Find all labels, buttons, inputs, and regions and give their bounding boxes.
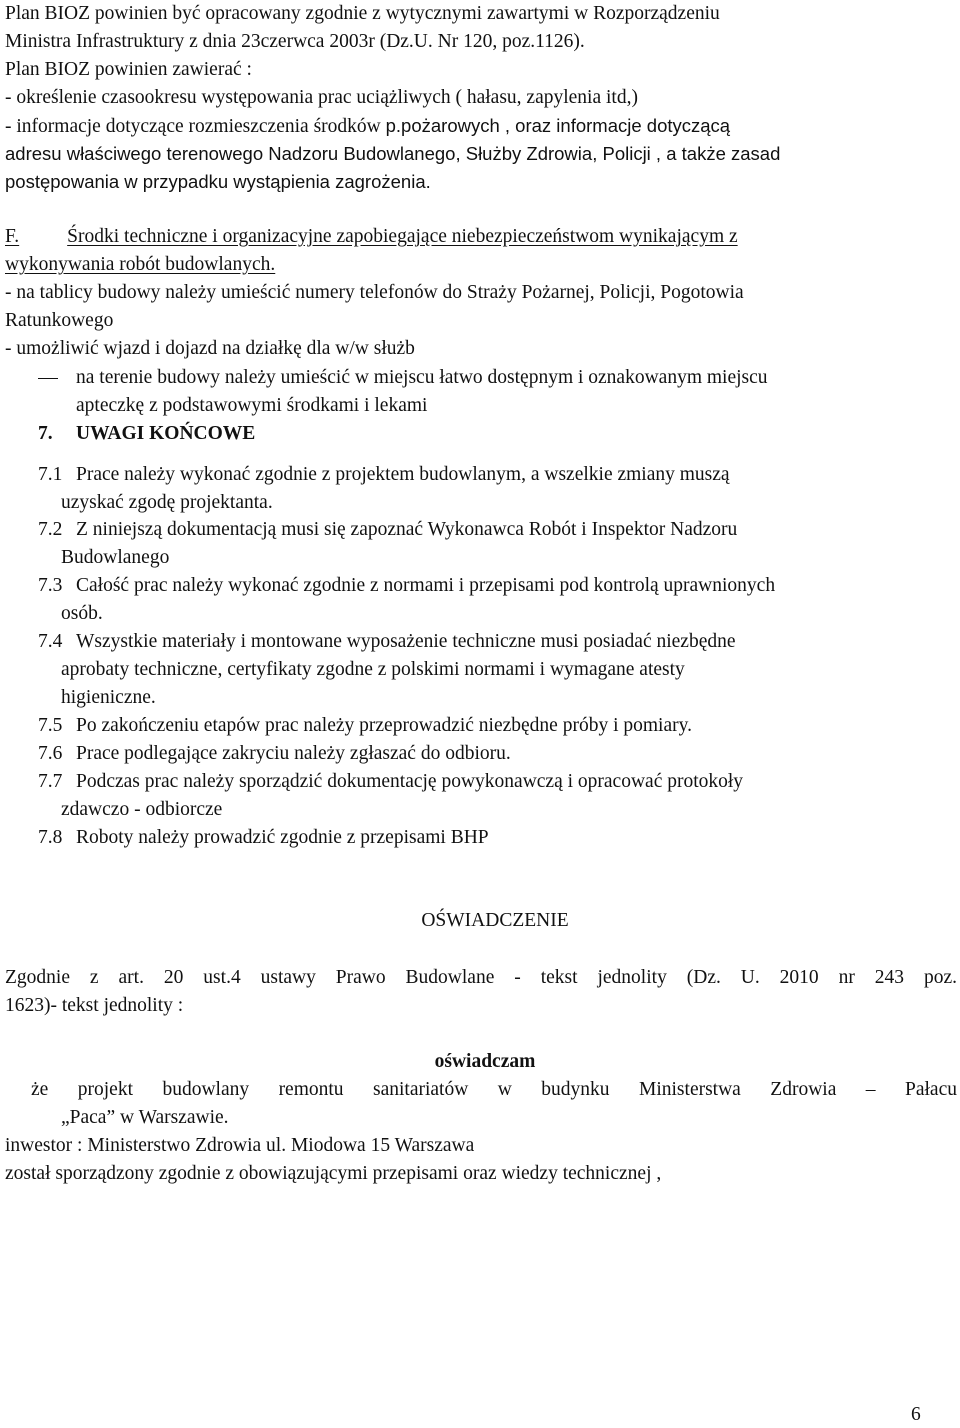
statement-compliance: został sporządzony zgodnie z obowiązującymi przepisami oraz wiedzy technicznej , <box>5 1163 662 1184</box>
section-f-title-line-2: wykonywania robót budowlanych. <box>5 254 276 275</box>
statement-project-line-1: że projekt budowlany remontu sanitariatów w budynku Ministerstwa Zdrowia – Pałacu <box>31 1079 957 1100</box>
item-7-4-line-2: aprobaty techniczne, certyfikaty zgodne z polskimi normami i wymagane atesty <box>61 659 685 680</box>
section-f-letter: F. <box>5 226 20 247</box>
item-7-8: 7.8 Roboty należy prowadzić zgodnie z przepisami BHP <box>38 827 489 848</box>
section-7-number: 7. <box>38 423 53 444</box>
dash-bullet-icon <box>38 378 58 379</box>
section-f-title-line-1: Środki techniczne i organizacyjne zapobiegające niebezpieczeństwom wynikającym z <box>67 226 738 247</box>
item-7-6: 7.6 Prace podlegające zakryciu należy zgłaszać do odbioru. <box>38 743 511 764</box>
section-f-item-first-aid-line-2: apteczkę z podstawowymi środkami i lekami <box>76 395 428 416</box>
section-f-item-first-aid-line-1: na terenie budowy należy umieścić w miejscu łatwo dostępnym i oznakowanym miejscu <box>76 367 768 388</box>
statement-basis-line-2: 1623)- tekst jednolity : <box>5 995 184 1016</box>
item-7-3-number: 7.3 <box>38 575 63 596</box>
bioz-item-fire-means-serif: - informacje dotyczące rozmieszczenia środków <box>5 116 386 137</box>
statement-basis-line-1: Zgodnie z art. 20 ust.4 ustawy Prawo Budowlane - tekst jednolity (Dz. U. 2010 nr 243 poz. <box>5 967 957 988</box>
item-7-4-number: 7.4 <box>38 631 63 652</box>
item-7-5: 7.5 Po zakończeniu etapów prac należy przeprowadzić niezbędne próby i pomiary. <box>38 715 692 736</box>
bioz-item-authorities: adresu właściwego terenowego Nadzoru Budowlanego, Służby Zdrowia, Policji , a także zasad <box>5 143 781 164</box>
item-7-3-line-2: osób. <box>61 603 103 624</box>
item-7-5-number: 7.5 <box>38 715 63 736</box>
statement-investor: inwestor : Ministerstwo Zdrowia ul. Miodowa 15 Warszawa <box>5 1135 475 1156</box>
item-7-1-line-1: 7.1 Prace należy wykonać zgodnie z projektem budowlanym, a wszelkie zmiany muszą <box>38 464 730 485</box>
item-7-6-number: 7.6 <box>38 743 63 764</box>
bioz-item-period: - określenie czasookresu występowania prac uciążliwych ( hałasu, zapylenia itd,) <box>5 87 638 108</box>
statement-title: OŚWIADCZENIE <box>421 910 569 931</box>
statement-project-line-2: „Paca” w Warszawie. <box>61 1107 229 1128</box>
item-7-8-number: 7.8 <box>38 827 63 848</box>
item-7-2-line-2: Budowlanego <box>61 547 170 568</box>
item-7-4-line-1: 7.4 Wszystkie materiały i montowane wyposażenie techniczne musi posiadać niezbędne <box>38 631 736 652</box>
item-7-7-number: 7.7 <box>38 771 63 792</box>
item-7-7-line-1: 7.7 Podczas prac należy sporządzić dokumentację powykonawczą i opracować protokoły <box>38 771 744 792</box>
section-7-heading <box>38 422 255 446</box>
bioz-contents-heading: Plan BIOZ powinien zawierać : <box>5 59 252 80</box>
item-7-2-number: 7.2 <box>38 519 63 540</box>
item-7-4-line-3: higieniczne. <box>61 687 156 708</box>
section-f-item-phones-line-2: Ratunkowego <box>5 310 114 331</box>
section-7-title: UWAGI KOŃCOWE <box>76 423 256 444</box>
bioz-item-fire-means <box>5 114 730 139</box>
bioz-intro-line-2: Ministra Infrastruktury z dnia 23czerwca 2003r (Dz.U. Nr 120, poz.1126). <box>5 31 585 52</box>
bioz-intro-line-1: Plan BIOZ powinien być opracowany zgodnie z wytycznymi zawartymi w Rozporządzeniu <box>5 3 720 24</box>
item-7-3-line-1: 7.3 Całość prac należy wykonać zgodnie z normami i przepisami pod kontrolą uprawnionych <box>38 575 776 596</box>
item-7-2-line-1: 7.2 Z niniejszą dokumentacją musi się zapoznać Wykonawca Robót i Inspektor Nadzoru <box>38 519 738 540</box>
item-7-1-line-2: uzyskać zgodę projektanta. <box>61 492 273 513</box>
statement-declare: oświadczam <box>434 1051 536 1072</box>
section-f-heading <box>5 225 738 249</box>
section-f-item-access: - umożliwić wjazd i dojazd na działkę dla w/w służb <box>5 338 415 359</box>
bioz-item-fire-means-sans: p.pożarowych , oraz informacje dotyczącą <box>385 115 731 136</box>
item-7-1-number: 7.1 <box>38 464 63 485</box>
page-number: 6 <box>911 1404 921 1425</box>
bioz-item-procedures: postępowania w przypadku wystąpienia zagrożenia. <box>5 171 431 192</box>
item-7-7-line-2: zdawczo - odbiorcze <box>61 799 223 820</box>
section-f-item-phones-line-1: - na tablicy budowy należy umieścić numery telefonów do Straży Pożarnej, Policji, Pogotowia <box>5 282 744 303</box>
